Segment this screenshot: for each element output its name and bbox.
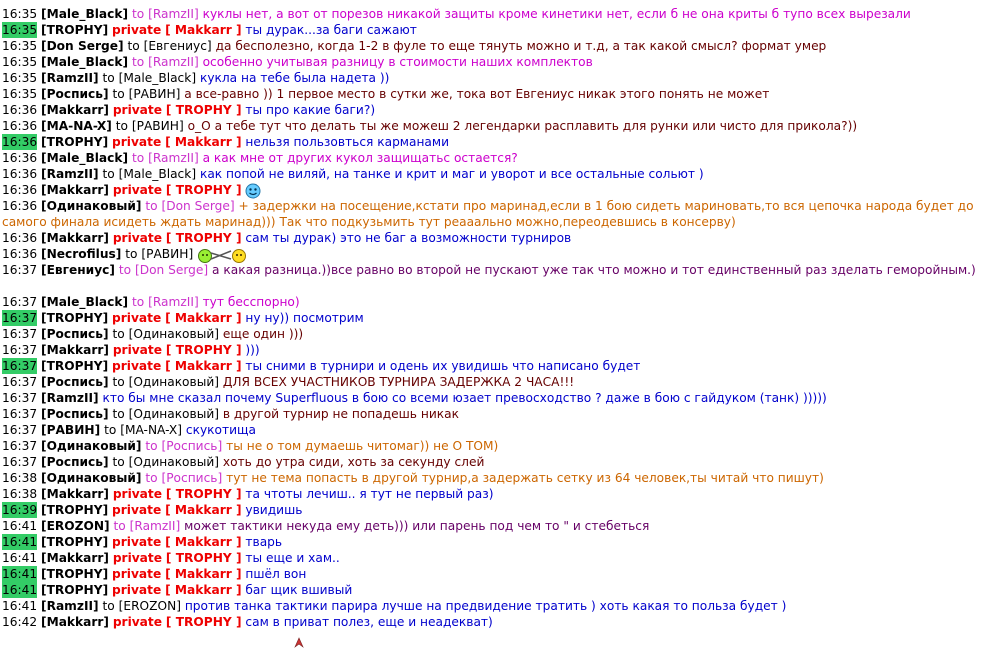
sender-nick[interactable]: [RamzII] bbox=[41, 599, 99, 613]
message-text: ты про какие баги?) bbox=[245, 103, 376, 117]
message-text: кукла на тебе была надета )) bbox=[199, 71, 390, 85]
chat-message bbox=[0, 486, 991, 502]
private-label: private bbox=[112, 583, 162, 597]
message-time: 16:36 bbox=[2, 119, 38, 133]
sender-nick[interactable]: [TROPHY] bbox=[41, 503, 109, 517]
chat-message bbox=[0, 406, 991, 422]
recipient-nick[interactable]: [Одинаковый] bbox=[128, 327, 219, 341]
private-target[interactable]: [ Makkarr ] bbox=[165, 583, 242, 597]
message-text: скукотища bbox=[185, 423, 256, 437]
private-label: private bbox=[112, 615, 163, 629]
message-time: 16:41 bbox=[2, 551, 38, 565]
message-time: 16:37 bbox=[2, 455, 38, 469]
message-time: 16:35 bbox=[2, 23, 38, 37]
sender-nick[interactable]: [TROPHY] bbox=[41, 23, 109, 37]
sender-nick[interactable]: [Евгениус] bbox=[41, 263, 115, 277]
to-label: to bbox=[145, 471, 158, 485]
to-label: to bbox=[145, 199, 158, 213]
chat-message bbox=[0, 454, 991, 470]
message-time: 16:35 bbox=[2, 55, 38, 69]
private-label: private bbox=[112, 343, 163, 357]
to-label: to bbox=[125, 247, 138, 261]
private-target[interactable]: [ Makkarr ] bbox=[165, 23, 242, 37]
message-text: баг щик вшивый bbox=[245, 583, 353, 597]
message-time: 16:36 bbox=[2, 167, 38, 181]
message-text: тварь bbox=[245, 535, 283, 549]
message-text: + задержки на посещение,кстати про маринад,если в 1 бою сидеть мариновать,то вся цепочка народа будет до самого финала исидеть ждать маринад))) Так что подкузьмить тут реааально можно,переодевшись в консерву) bbox=[2, 199, 974, 229]
chat-message bbox=[0, 22, 991, 38]
message-text: ты еще и хам.. bbox=[245, 551, 340, 565]
to-label: to bbox=[104, 423, 117, 437]
private-target[interactable]: [ TROPHY ] bbox=[165, 487, 242, 501]
sender-nick[interactable]: [EROZON] bbox=[41, 519, 110, 533]
private-label: private bbox=[112, 311, 162, 325]
message-time: 16:36 bbox=[2, 183, 38, 197]
message-time: 16:37 bbox=[2, 439, 38, 453]
message-time: 16:41 bbox=[2, 599, 38, 613]
chat-message bbox=[0, 598, 991, 614]
message-text: тут бесспорно) bbox=[202, 295, 300, 309]
message-time: 16:39 bbox=[2, 503, 38, 517]
sender-nick[interactable]: [TROPHY] bbox=[41, 359, 109, 373]
to-label: to bbox=[115, 119, 128, 133]
message-text: куклы нет, а вот от порезов никакой защиты кроме кинетики нет, если б не она криты б тупо всех вырезали bbox=[202, 7, 911, 21]
private-label: private bbox=[112, 551, 163, 565]
private-label: private bbox=[112, 23, 162, 37]
to-label: to bbox=[131, 7, 145, 21]
sender-nick[interactable]: [Necrofilus] bbox=[41, 247, 122, 261]
chat-message bbox=[0, 262, 991, 294]
message-time: 16:37 bbox=[2, 327, 38, 341]
message-text: ДЛЯ ВСЕХ УЧАСТНИКОВ ТУРНИРА ЗАДЕРЖКА 2 ЧАСА!!! bbox=[222, 375, 575, 389]
to-label: to bbox=[112, 455, 125, 469]
recipient-nick[interactable]: [РАВИН] bbox=[131, 119, 184, 133]
private-label: private bbox=[112, 359, 162, 373]
message-time: 16:35 bbox=[2, 87, 38, 101]
message-text: тут не тема попасть в другой турнир,а задержать сетку из 64 человек,ты читай что пишут) bbox=[226, 471, 824, 485]
chat-message bbox=[0, 342, 991, 358]
message-text: о_О а тебе тут что делать ты же можеш 2 легендарки расплавить для рунки или чисто для прикола?)) bbox=[187, 119, 858, 133]
chat-message bbox=[0, 358, 991, 374]
private-label: private bbox=[112, 103, 163, 117]
recipient-nick[interactable]: [Роспись] bbox=[161, 471, 223, 485]
sender-nick[interactable]: [RamzII] bbox=[41, 167, 99, 181]
private-target[interactable]: [ TROPHY ] bbox=[165, 103, 242, 117]
message-text: ну ну)) посмотрим bbox=[245, 311, 364, 325]
private-target[interactable]: [ Makkarr ] bbox=[165, 135, 242, 149]
sender-nick[interactable]: [Male_Black] bbox=[41, 55, 129, 69]
message-time: 16:37 bbox=[2, 343, 38, 357]
recipient-nick[interactable]: [EROZON] bbox=[118, 599, 181, 613]
chat-message bbox=[0, 438, 991, 454]
message-time: 16:41 bbox=[2, 519, 38, 533]
message-time: 16:37 bbox=[2, 407, 38, 421]
fight-smileys-icon bbox=[197, 247, 247, 263]
chat-message bbox=[0, 326, 991, 342]
to-label: to bbox=[131, 151, 145, 165]
private-label: private bbox=[112, 135, 162, 149]
chat-message bbox=[0, 86, 991, 102]
sender-nick[interactable]: [Makkarr] bbox=[41, 231, 109, 245]
message-time: 16:37 bbox=[2, 423, 38, 437]
chat-message bbox=[0, 534, 991, 550]
message-time: 16:42 bbox=[2, 615, 38, 629]
private-target[interactable]: [ TROPHY ] bbox=[165, 343, 242, 357]
chat-message bbox=[0, 502, 991, 518]
sender-nick[interactable]: [Makkarr] bbox=[41, 615, 109, 629]
message-time: 16:36 bbox=[2, 231, 38, 245]
message-time: 16:36 bbox=[2, 199, 38, 213]
to-label: to bbox=[112, 375, 125, 389]
recipient-nick[interactable]: [Don Serge] bbox=[134, 263, 209, 277]
message-text: сам в приват полез, еще и неадекват) bbox=[245, 615, 493, 629]
private-label: private bbox=[112, 487, 163, 501]
to-label: to bbox=[113, 519, 126, 533]
message-time: 16:35 bbox=[2, 7, 38, 21]
sender-nick[interactable]: [Makkarr] bbox=[41, 551, 109, 565]
to-label: to bbox=[127, 39, 140, 53]
message-time: 16:37 bbox=[2, 295, 38, 309]
message-text: против танка тактики парира лучше на предвидение тратить ) хоть какая то польза будет ) bbox=[184, 599, 787, 613]
recipient-nick[interactable]: [RamzII] bbox=[129, 519, 181, 533]
recipient-nick[interactable]: [RamzII] bbox=[148, 7, 199, 21]
message-time: 16:36 bbox=[2, 151, 38, 165]
private-label: private bbox=[112, 231, 163, 245]
recipient-nick[interactable]: [RamzII] bbox=[148, 295, 199, 309]
chat-message bbox=[0, 470, 991, 486]
sender-nick[interactable]: [Male_Black] bbox=[41, 151, 129, 165]
private-label: private bbox=[112, 567, 162, 581]
message-text: а какая разница.))все равно во второй не пускают уже так что можно и тот единственный раз зделать геморойным.) bbox=[212, 263, 976, 277]
message-text: нельзя пользовться карманами bbox=[245, 135, 450, 149]
sender-nick[interactable]: [RamzII] bbox=[41, 391, 99, 405]
sender-nick[interactable]: [Одинаковый] bbox=[41, 471, 142, 485]
sender-nick[interactable]: [Don Serge] bbox=[41, 39, 124, 53]
private-label: private bbox=[112, 183, 163, 197]
sender-nick[interactable]: [Роспись] bbox=[41, 375, 109, 389]
to-label: to bbox=[112, 407, 125, 421]
sender-nick[interactable]: [Makkarr] bbox=[41, 183, 109, 197]
to-label: to bbox=[102, 167, 115, 181]
private-target[interactable]: [ TROPHY ] bbox=[165, 551, 242, 565]
to-label: to bbox=[112, 327, 125, 341]
sender-nick[interactable]: [Одинаковый] bbox=[41, 439, 142, 453]
chat-message bbox=[0, 294, 991, 310]
message-time: 16:36 bbox=[2, 247, 38, 261]
sender-nick[interactable]: [TROPHY] bbox=[41, 567, 109, 581]
chat-message bbox=[0, 70, 991, 86]
chat-message bbox=[0, 310, 991, 326]
private-target[interactable]: [ TROPHY ] bbox=[165, 615, 242, 629]
message-text: ты не о том думаешь читомаг)) не О ТОМ) bbox=[226, 439, 499, 453]
message-time: 16:37 bbox=[2, 359, 38, 373]
chat-message bbox=[0, 374, 991, 390]
mouse-cursor-icon bbox=[294, 637, 304, 648]
sender-nick[interactable]: [TROPHY] bbox=[41, 583, 109, 597]
message-time: 16:37 bbox=[2, 391, 38, 405]
smiley-icon bbox=[245, 183, 261, 199]
recipient-nick[interactable]: [Male_Black] bbox=[118, 167, 197, 181]
to-label: to bbox=[145, 439, 158, 453]
chat-message bbox=[0, 166, 991, 182]
sender-nick[interactable]: [Одинаковый] bbox=[41, 199, 142, 213]
recipient-nick[interactable]: [РАВИН] bbox=[141, 247, 194, 261]
message-time: 16:38 bbox=[2, 487, 38, 501]
message-time: 16:37 bbox=[2, 375, 38, 389]
sender-nick[interactable]: [Роспись] bbox=[41, 407, 109, 421]
sender-nick[interactable]: [Male_Black] bbox=[41, 295, 129, 309]
chat-message bbox=[0, 102, 991, 118]
recipient-nick[interactable]: [RamzII] bbox=[148, 55, 199, 69]
message-text: а как мне от других кукол защищатьс остается? bbox=[202, 151, 518, 165]
message-time: 16:37 bbox=[2, 311, 38, 325]
to-label: to bbox=[118, 263, 132, 277]
sender-nick[interactable]: [RamzII] bbox=[41, 71, 99, 85]
to-label: to bbox=[131, 295, 145, 309]
sender-nick[interactable]: [TROPHY] bbox=[41, 135, 109, 149]
chat-message bbox=[0, 182, 991, 198]
private-target[interactable]: [ Makkarr ] bbox=[165, 503, 242, 517]
chat-message bbox=[0, 614, 991, 630]
message-time: 16:37 bbox=[2, 263, 38, 277]
message-text: та чтоты лечиш.. я тут не первый раз) bbox=[245, 487, 494, 501]
chat-message bbox=[0, 150, 991, 166]
message-text: еще один ))) bbox=[222, 327, 304, 341]
message-text: хоть до утра сиди, хоть за секунду слей bbox=[222, 455, 485, 469]
message-text: а все-равно )) 1 первое место в сутки же, тока вот Евгениус никак этого понять не может bbox=[184, 87, 770, 101]
chat-message bbox=[0, 6, 991, 22]
private-target[interactable]: [ TROPHY ] bbox=[165, 231, 242, 245]
chat-message bbox=[0, 422, 991, 438]
message-text: да бесполезно, когда 1-2 в фуле то еще тянуть можно и т.д, а так какой смысл? формат умер bbox=[215, 39, 827, 53]
private-target[interactable]: [ Makkarr ] bbox=[165, 359, 242, 373]
private-target[interactable]: [ Makkarr ] bbox=[165, 567, 242, 581]
chat-message bbox=[0, 518, 991, 534]
recipient-nick[interactable]: [Male_Black] bbox=[118, 71, 197, 85]
to-label: to bbox=[131, 55, 145, 69]
private-label: private bbox=[112, 503, 162, 517]
chat-message bbox=[0, 582, 991, 598]
chat-message bbox=[0, 230, 991, 246]
chat-message bbox=[0, 550, 991, 566]
message-time: 16:41 bbox=[2, 535, 38, 549]
recipient-nick[interactable]: [РАВИН] bbox=[128, 87, 181, 101]
message-text: как попой не виляй, на танке и крит и маг и уворот и все остальные сольют ) bbox=[199, 167, 704, 181]
message-time: 16:35 bbox=[2, 39, 38, 53]
message-time: 16:41 bbox=[2, 583, 38, 597]
message-time: 16:38 bbox=[2, 471, 38, 485]
recipient-nick[interactable]: [Одинаковый] bbox=[128, 375, 219, 389]
chat-message bbox=[0, 198, 991, 230]
sender-nick[interactable]: [Роспись] bbox=[41, 87, 109, 101]
message-text: ))) bbox=[245, 343, 260, 357]
message-text: ты дурак...за баги сажают bbox=[245, 23, 417, 37]
sender-nick[interactable]: [TROPHY] bbox=[41, 535, 109, 549]
sender-nick[interactable]: [Makkarr] bbox=[41, 487, 109, 501]
message-text: пшёл вон bbox=[245, 567, 307, 581]
message-time: 16:36 bbox=[2, 135, 38, 149]
chat-message bbox=[0, 566, 991, 582]
recipient-nick[interactable]: [Евгениус] bbox=[143, 39, 212, 53]
message-text: сам ты дурак) это не баг а возможности турниров bbox=[245, 231, 572, 245]
message-text: в другой турнир не попадешь никак bbox=[222, 407, 459, 421]
sender-nick[interactable]: [Роспись] bbox=[41, 455, 109, 469]
sender-nick[interactable]: [РАВИН] bbox=[41, 423, 101, 437]
chat-message bbox=[0, 118, 991, 134]
recipient-nick[interactable]: [Don Serge] bbox=[161, 199, 235, 213]
message-text: особенно учитывая разницу в стоимости наших комплектов bbox=[202, 55, 593, 69]
sender-nick[interactable]: [MA-NA-X] bbox=[41, 119, 112, 133]
to-label: to bbox=[102, 71, 115, 85]
private-target[interactable]: [ TROPHY ] bbox=[165, 183, 242, 197]
sender-nick[interactable]: [Makkarr] bbox=[41, 103, 109, 117]
message-text: ты сними в турнири и одень их увидишь что написано будет bbox=[245, 359, 641, 373]
chat-message bbox=[0, 54, 991, 70]
sender-nick[interactable]: [Makkarr] bbox=[41, 343, 109, 357]
sender-nick[interactable]: [Роспись] bbox=[41, 327, 109, 341]
private-target[interactable]: [ Makkarr ] bbox=[165, 535, 242, 549]
private-label: private bbox=[112, 535, 162, 549]
message-time: 16:36 bbox=[2, 103, 38, 117]
to-label: to bbox=[102, 599, 115, 613]
recipient-nick[interactable]: [Одинаковый] bbox=[128, 407, 219, 421]
chat-message bbox=[0, 38, 991, 54]
sender-nick[interactable]: [Male_Black] bbox=[41, 7, 129, 21]
chat-message bbox=[0, 390, 991, 406]
sender-nick[interactable]: [TROPHY] bbox=[41, 311, 109, 325]
recipient-nick[interactable]: [Роспись] bbox=[161, 439, 223, 453]
message-text: кто бы мне сказал почему Superfluous в бою со всеми юзает превосходство ? даже в бою с гайдуком (танк) ))))) bbox=[102, 391, 827, 405]
recipient-nick[interactable]: [MA-NA-X] bbox=[120, 423, 183, 437]
message-time: 16:35 bbox=[2, 71, 38, 85]
private-target[interactable]: [ Makkarr ] bbox=[165, 311, 242, 325]
chat-message bbox=[0, 134, 991, 150]
message-time: 16:41 bbox=[2, 567, 38, 581]
chat-message bbox=[0, 246, 991, 262]
recipient-nick[interactable]: [Одинаковый] bbox=[128, 455, 219, 469]
message-text: может тактики некуда ему деть))) или парень под чем то " и стебеться bbox=[184, 519, 650, 533]
message-text: увидишь bbox=[245, 503, 303, 517]
to-label: to bbox=[112, 87, 125, 101]
recipient-nick[interactable]: [RamzII] bbox=[148, 151, 199, 165]
